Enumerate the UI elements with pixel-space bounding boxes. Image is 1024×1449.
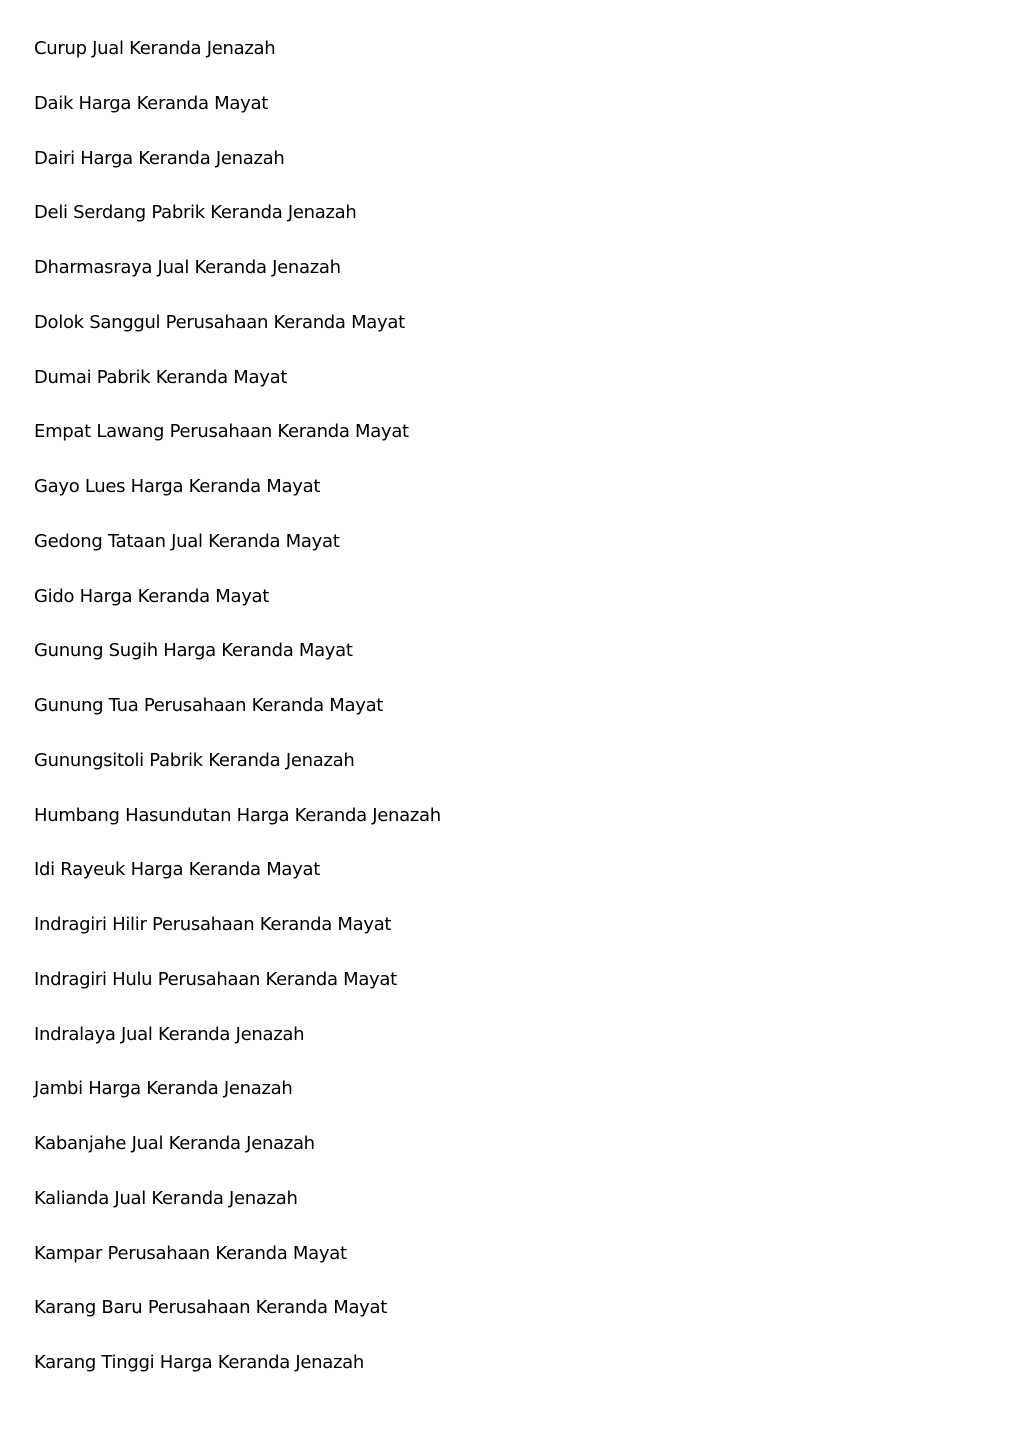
list-item: Gunungsitoli Pabrik Keranda Jenazah <box>34 749 355 771</box>
list-item: Kabanjahe Jual Keranda Jenazah <box>34 1133 315 1154</box>
list-item: Gunung Sugih Harga Keranda Mayat <box>34 640 353 662</box>
list-item: Humbang Hasundutan Harga Keranda Jenazah <box>34 804 441 826</box>
list-item: Daik Harga Keranda Mayat <box>34 92 268 114</box>
list-item: Gedong Tataan Jual Keranda Mayat <box>34 530 340 552</box>
list-item: Dharmasraya Jual Keranda Jenazah <box>34 257 341 278</box>
list-item: Dolok Sanggul Perusahaan Keranda Mayat <box>34 311 405 333</box>
list-item: Deli Serdang Pabrik Keranda Jenazah <box>34 202 357 224</box>
list-item: Gayo Lues Harga Keranda Mayat <box>34 476 321 497</box>
list-item: Jambi Harga Keranda Jenazah <box>34 1078 293 1100</box>
list-item: Indragiri Hilir Perusahaan Keranda Mayat <box>34 914 392 935</box>
list-item: Indralaya Jual Keranda Jenazah <box>34 1023 305 1045</box>
list-item: Gunung Tua Perusahaan Keranda Mayat <box>34 695 384 716</box>
list-item: Dairi Harga Keranda Jenazah <box>34 147 285 169</box>
list-item: Kalianda Jual Keranda Jenazah <box>34 1187 298 1209</box>
list-item: Gido Harga Keranda Mayat <box>34 585 270 607</box>
list-item: Empat Lawang Perusahaan Keranda Mayat <box>34 421 409 443</box>
list-item: Karang Baru Perusahaan Keranda Mayat <box>34 1297 388 1319</box>
list-item: Dumai Pabrik Keranda Mayat <box>34 366 288 388</box>
list-item: Indragiri Hulu Perusahaan Keranda Mayat <box>34 968 397 990</box>
list-item: Curup Jual Keranda Jenazah <box>34 38 276 59</box>
list-item: Karang Tinggi Harga Keranda Jenazah <box>34 1352 364 1373</box>
keyword-list <box>34 37 441 1406</box>
list-item: Kampar Perusahaan Keranda Mayat <box>34 1242 347 1264</box>
list-item: Idi Rayeuk Harga Keranda Mayat <box>34 859 321 881</box>
